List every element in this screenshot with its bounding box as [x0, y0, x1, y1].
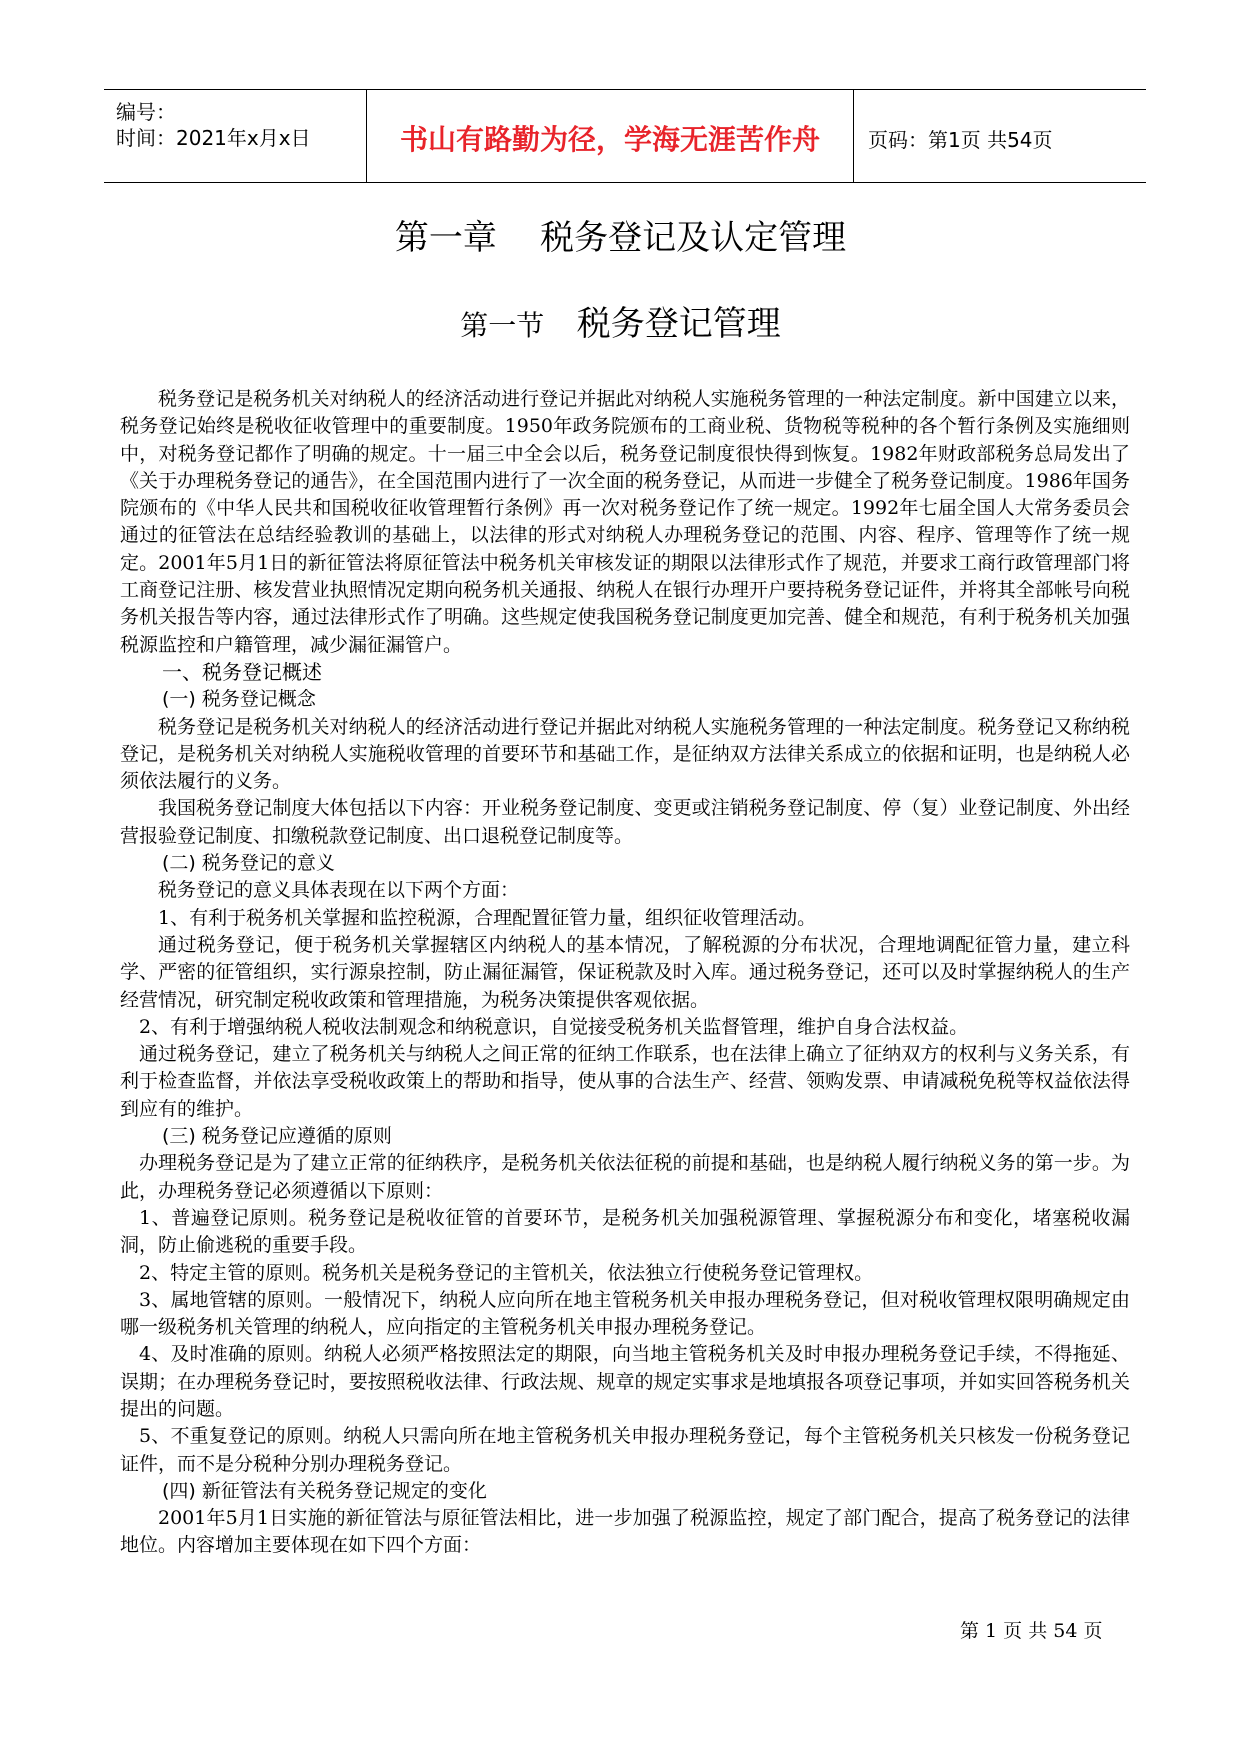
heading-level-2: (一) 税务登记概念 [162, 688, 316, 711]
paragraph: 办理税务登记是为了建立正常的征纳秩序，是税务机关依法征税的前提和基础，也是纳税人履行纳税义务的第一步。为此，办理税务登记必须遵循以下原则： [120, 1152, 1130, 1202]
motto-text: 书山有路勤为径，学海无涯苦作舟 [399, 123, 820, 156]
page-footer: 第 1 页 共 54 页 [960, 1620, 1103, 1642]
heading-level-2: (四) 新征管法有关税务登记规定的变化 [162, 1479, 487, 1502]
paragraph: 税务登记是税务机关对纳税人的经济活动进行登记并据此对纳税人实施税务管理的一种法定制度。税务登记又称纳税登记，是税务机关对纳税人实施税收管理的首要环节和基础工作，是征纳双方法律关系成立的依据和证明，也是纳税人必须依法履行的义务。 [120, 715, 1130, 793]
document-header [104, 89, 1146, 183]
paragraph: 2001年5月1日实施的新征管法与原征管法相比，进一步加强了税源监控，规定了部门配合，提高了税务登记的法律地位。内容增加主要体现在如下四个方面： [120, 1507, 1130, 1557]
heading-level-2: (三) 税务登记应遵循的原则 [162, 1125, 392, 1148]
header-left-cell [104, 90, 366, 182]
paragraph: 税务登记是税务机关对纳税人的经济活动进行登记并据此对纳税人实施税务管理的一种法定制度。新中国建立以来，税务登记始终是税收征收管理中的重要制度。1950年政务院颁布的工商业税、货物税等税种的各个暂行条例及实施细则中，对税务登记都作了明确的规定。十一届三中全会以后，税务登记制度很快得到恢复。1982年财政部税务总局发出了《关于办理税务登记的通告》，在全国范围内进行了一次全面的税务登记，从而进一步健全了税务登记制度。1986年国务院颁布的《中华人民共和国税收征收管理暂行条例》再一次对税务登记作了统一规定。1992年七届全国人大常务委员会通过的征管法在总结经验教训的基础上，以法律的形式对纳税人办理税务登记的范围、内容、程序、管理等作了统一规定。2001年5月1日的新征管法将原征管法中税务机关审核发证的期限以法律形式作了规范，并要求工商行政管理部门将工商登记注册、核发营业执照情况定期向税务机关通报、纳税人在银行办理开户要持税务登记证件，并将其全部帐号向税务机关报告等内容，通过法律形式作了明确。这些规定使我国税务登记制度更加完善、健全和规范，有利于税务机关加强税源监控和户籍管理，减少漏征漏管户。 [120, 388, 1130, 656]
heading-level-2: (二) 税务登记的意义 [162, 852, 335, 875]
heading-level-1: 一、税务登记概述 [162, 659, 322, 684]
paragraph: 2、特定主管的原则。税务机关是税务登记的主管机关，依法独立行使税务登记管理权。 [139, 1261, 874, 1284]
section-label: 第一节 [460, 309, 545, 342]
paragraph: 5、不重复登记的原则。纳税人只需向所在地主管税务机关申报办理税务登记，每个主管税务机关只核发一份税务登记证件，而不是分税种分别办理税务登记。 [120, 1425, 1130, 1475]
date-label: 时间：2021年x月x日 [116, 126, 311, 150]
chapter-title: 第一章 税务登记及认定管理 [394, 218, 847, 258]
serial-number-label: 编号： [116, 100, 176, 124]
paragraph: 1、普遍登记原则。税务登记是税收征管的首要环节，是税务机关加强税源管理、掌握税源分布和变化，堵塞税收漏洞，防止偷逃税的重要手段。 [120, 1206, 1130, 1257]
paragraph: 我国税务登记制度大体包括以下内容：开业税务登记制度、变更或注销税务登记制度、停（复）业登记制度、外出经营报验登记制度、扣缴税款登记制度、出口退税登记制度等。 [120, 797, 1130, 847]
paragraph: 4、及时准确的原则。纳税人必须严格按照法定的期限，向当地主管税务机关及时申报办理税务登记手续，不得拖延、误期；在办理税务登记时，要按照税收法律、行政法规、规章的规定实事求是地填报各项登记事项，并如实回答税务机关提出的问题。 [120, 1343, 1130, 1420]
paragraph: 1、有利于税务机关掌握和监控税源，合理配置征管力量，组织征收管理活动。 [158, 906, 817, 929]
paragraph: 2、有利于增强纳税人税收法制观念和纳税意识，自觉接受税务机关监督管理，维护自身合法权益。 [139, 1015, 969, 1038]
page-info: 页码：第1页 共54页 [868, 128, 1053, 152]
section-title [0, 296, 1241, 345]
document-body [120, 386, 1130, 1560]
header-page-cell [854, 90, 1146, 182]
paragraph: 通过税务登记，建立了税务机关与纳税人之间正常的征纳工作联系，也在法律上确立了征纳双方的权利与义务关系，有利于检查监督，并依法享受税收政策上的帮助和指导，使从事的合法生产、经营、领购发票、申请减税免税等权益依法得到应有的维护。 [120, 1043, 1130, 1120]
paragraph: 税务登记的意义具体表现在以下两个方面： [158, 879, 520, 902]
section-name: 税务登记管理 [576, 304, 781, 344]
header-motto-cell [366, 90, 854, 182]
paragraph: 3、属地管辖的原则。一般情况下，纳税人应向所在地主管税务机关申报办理税务登记，但对税收管理权限明确规定由哪一级税务机关管理的纳税人，应向指定的主管税务机关申报办理税务登记。 [120, 1288, 1130, 1339]
paragraph: 通过税务登记，便于税务机关掌握辖区内纳税人的基本情况，了解税源的分布状况，合理地调配征管力量，建立科学、严密的征管组织，实行源泉控制，防止漏征漏管，保证税款及时入库。通过税务登记，还可以及时掌握纳税人的生产经营情况，研究制定税收政策和管理措施，为税务决策提供客观依据。 [120, 933, 1130, 1011]
